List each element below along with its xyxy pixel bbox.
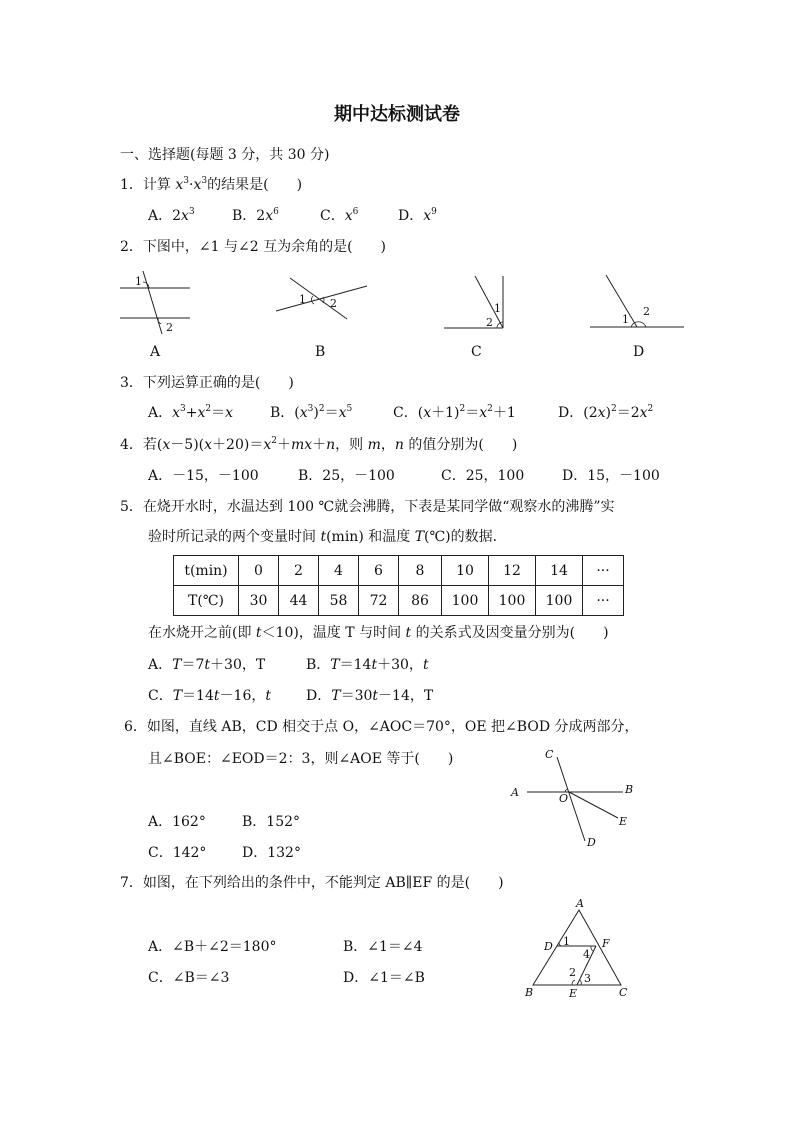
question-6-line-2: 且∠BOE：∠EOD＝2：3，则∠AOE 等于( )	[148, 751, 454, 767]
q5-option-b[interactable]: B．T＝14t＋30，t	[306, 657, 429, 673]
question-5-line-3: 在水烧开之前(即 t＜10)，温度 T 与时间 t 的关系式及因变量分别为( )	[148, 625, 609, 641]
table-header: T(℃)	[174, 586, 239, 616]
table-cell: 30	[239, 586, 279, 616]
q2d-angle-1: 1	[622, 313, 629, 326]
page-title: 期中达标测试卷	[334, 104, 460, 125]
q6-point-e: E	[619, 815, 628, 828]
q7-angle-1: 1	[563, 935, 570, 948]
q7-angle-3: 3	[584, 972, 591, 985]
q6-point-b: B	[625, 783, 634, 796]
q2-label-b[interactable]: B	[315, 344, 326, 360]
q2-figure-a	[120, 271, 190, 334]
question-5-line-2: 验时所记录的两个变量时间 t(min) 和温度 T(℃)的数据．	[148, 529, 507, 545]
q5-option-d[interactable]: D．T＝30t－14，T	[306, 688, 434, 704]
q6-point-o: O	[559, 792, 569, 805]
table-cell: 0	[239, 556, 279, 586]
q2-figure-c	[444, 276, 503, 329]
table-cell: 8	[399, 556, 442, 586]
q4-option-c[interactable]: C．25，100	[441, 468, 525, 484]
q2-label-a[interactable]: A	[150, 344, 161, 360]
table-cell: 100	[536, 586, 583, 616]
q4-option-a[interactable]: A．－15，－100	[148, 468, 259, 484]
q7-option-a[interactable]: A．∠B＋∠2＝180°	[148, 939, 277, 955]
q2a-angle-2: 2	[166, 321, 173, 334]
question-7: 7．如图，在下列给出的条件中，不能判定 AB∥EF 的是( )	[120, 875, 504, 891]
table-cell: 86	[399, 586, 442, 616]
table-cell: 12	[489, 556, 536, 586]
table-cell: 58	[319, 586, 359, 616]
data-table	[173, 555, 624, 616]
question-3: 3．下列运算正确的是( )	[120, 375, 294, 391]
table-cell: ···	[583, 586, 624, 616]
table-cell: 2	[279, 556, 319, 586]
q2b-angle-1: 1	[299, 293, 306, 306]
q7-point-b: B	[525, 986, 534, 999]
question-2: 2．下图中，∠1 与∠2 互为余角的是( )	[120, 239, 387, 255]
q2-figure-b	[276, 278, 367, 319]
q5-option-c[interactable]: C．T＝14t－16，t	[148, 688, 271, 704]
q4-option-b[interactable]: B．25，－100	[298, 468, 395, 484]
q2-figures	[0, 268, 794, 368]
q6-option-b[interactable]: B．152°	[242, 814, 301, 830]
section-heading: 一、选择题(每题 3 分，共 30 分)	[120, 147, 330, 163]
table-cell: 14	[536, 556, 583, 586]
table-row	[174, 556, 624, 586]
table-cell: 4	[319, 556, 359, 586]
q3-option-b[interactable]: B．$(x^3)^2=x^5$	[270, 404, 353, 421]
table-cell: 100	[442, 586, 489, 616]
q6-point-c: C	[545, 748, 554, 761]
q2c-angle-1: 1	[494, 302, 501, 315]
q7-option-c[interactable]: C．∠B＝∠3	[148, 970, 230, 986]
q7-figure	[520, 895, 670, 1005]
table-cell: 44	[279, 586, 319, 616]
q5-option-a[interactable]: A．T＝7t＋30，T	[148, 657, 266, 673]
q1-option-d[interactable]: D．$x^9$	[398, 207, 437, 224]
q7-point-e: E	[569, 987, 578, 1000]
q2c-angle-2: 2	[486, 316, 493, 329]
q6-option-c[interactable]: C．142°	[148, 845, 207, 861]
table-header: t(min)	[174, 556, 239, 586]
table-cell: ···	[583, 556, 624, 586]
table-cell: 10	[442, 556, 489, 586]
q6-point-a: A	[511, 786, 519, 799]
q1-option-a[interactable]: A．$2x^3$	[148, 207, 195, 224]
q7-point-c: C	[619, 986, 628, 999]
q3-option-d[interactable]: D．$(2x)^2=2x^2$	[558, 404, 654, 421]
q4-option-d[interactable]: D．15，－100	[562, 468, 660, 484]
q1-option-b[interactable]: B．$2x^6$	[232, 207, 279, 224]
q2-figure-d	[590, 275, 684, 327]
q6-option-d[interactable]: D．132°	[242, 845, 301, 861]
q7-angle-4: 4	[583, 948, 590, 961]
q7-option-d[interactable]: D．∠1＝∠B	[343, 970, 425, 986]
q7-option-b[interactable]: B．∠1＝∠4	[343, 939, 423, 955]
q2b-angle-2: 2	[330, 297, 337, 310]
q6-point-d: D	[587, 836, 596, 849]
q7-angle-2: 2	[569, 966, 576, 979]
table-cell: 72	[359, 586, 399, 616]
question-6-line-1: 6．如图，直线 AB，CD 相交于点 O，∠AOC＝70°，OE 把∠BOD 分成两部分，	[124, 719, 639, 735]
table-cell: 100	[489, 586, 536, 616]
q6-figure	[505, 745, 665, 855]
question-1: 1．计算 $x^3\cdot x^3$的结果是( )	[120, 176, 303, 193]
table-row	[174, 586, 624, 616]
q7-point-a: A	[576, 897, 584, 910]
q6-option-a[interactable]: A．162°	[148, 814, 206, 830]
q7-point-d: D	[544, 940, 553, 953]
q2-label-d[interactable]: D	[633, 344, 645, 360]
question-5-line-1: 5．在烧开水时，水温达到 100 ℃就会沸腾，下表是某同学做“观察水的沸腾”实	[120, 499, 615, 515]
q1-option-c[interactable]: C．$x^6$	[320, 207, 359, 224]
table-cell: 6	[359, 556, 399, 586]
question-4: 4．若$(x-5)(x+20)=x^2+mx+n$，则 m，n 的值分别为( )	[120, 436, 518, 453]
q2a-angle-1: 1	[135, 275, 142, 288]
q3-option-a[interactable]: A．$x^3+x^2=x$	[148, 404, 234, 421]
q2-label-c[interactable]: C	[471, 344, 482, 360]
q3-option-c[interactable]: C．$(x+1)^2=x^2+1$	[393, 404, 516, 421]
q2d-angle-2: 2	[643, 305, 650, 318]
q7-point-f: F	[602, 937, 610, 950]
